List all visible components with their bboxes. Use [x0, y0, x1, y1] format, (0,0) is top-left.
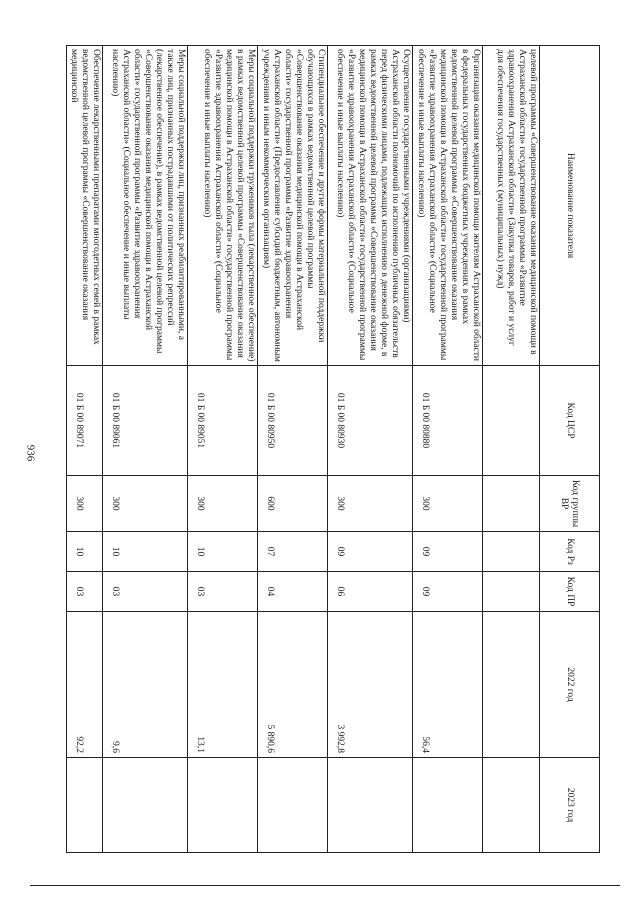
row-vr: 300 [413, 476, 483, 532]
row-vr [483, 476, 540, 532]
row-csr [483, 366, 540, 476]
row-rz: 10 [188, 532, 258, 572]
row-value-2022: 3 992,8 [328, 612, 413, 758]
header-rz: Код Рз [540, 532, 600, 572]
header-vr: Код группы ВР [540, 476, 600, 532]
table-row [67, 46, 103, 853]
row-pr: 04 [258, 572, 328, 612]
table-row [483, 46, 540, 853]
row-rz: 09 [413, 532, 483, 572]
row-name: Организация оказания медицинской помощи жителям Астраханской области в федеральных государственных бюджетных учреждениях в рамках ведомственной целевой программы «Совершенствование оказания медицинской помощи в Астраханской области» государственной программы «Развитие здравоохранения Астраханской области» (Социальное обеспечение и иные выплаты населению) [413, 46, 483, 366]
table-row [413, 46, 483, 853]
table-row [188, 46, 258, 853]
row-rz: 10 [103, 532, 188, 572]
row-value-2022: 5 890,6 [258, 612, 328, 758]
row-value-2023 [67, 758, 103, 853]
row-value-2023 [103, 758, 188, 853]
row-value-2022: 9,6 [103, 612, 188, 758]
row-vr: 300 [328, 476, 413, 532]
row-name: целевой программы «Совершенствование оказания медицинской помощи в Астраханской области» государственной программы «Развитие здравоохранения Астраханской области» (Закупка товаров, работ и услуг для обеспечения государственных (муниципальных) нужд) [483, 46, 540, 366]
header-pr: Код ПР [540, 572, 600, 612]
table-row [328, 46, 413, 853]
page-number-text: 936 [24, 444, 36, 461]
row-rz: 09 [328, 532, 413, 572]
row-pr: 03 [67, 572, 103, 612]
row-name: Меры социальной поддержки тружеников тыла (лекарственное обеспечение) в рамках ведомственной целевой программы «Совершенствование оказания медицинской помощи в Астраханской области» государственной программы «Развитие здравоохранения Астраханской области» (Социальное обеспечение и иные выплаты населению) [188, 46, 258, 366]
row-csr: 01 Б 00 89051 [188, 366, 258, 476]
row-value-2023 [483, 758, 540, 853]
header-year-2023: 2023 год [540, 758, 600, 853]
row-csr: 01 Б 00 80880 [413, 366, 483, 476]
row-name: Обеспечение лекарственными препаратами многодетных семей в рамках ведомственной целевой программы «Совершенствование оказания медицинской [67, 46, 103, 366]
row-value-2022 [483, 612, 540, 758]
row-value-2023 [188, 758, 258, 853]
row-value-2023 [328, 758, 413, 853]
table-row [103, 46, 188, 853]
row-value-2022: 13,1 [188, 612, 258, 758]
row-pr: 06 [328, 572, 413, 612]
row-rz: 10 [67, 532, 103, 572]
rotated-page-content [69, 45, 600, 852]
row-value-2022: 92,2 [67, 612, 103, 758]
row-csr: 01 Б 00 80950 [258, 366, 328, 476]
row-pr: 09 [413, 572, 483, 612]
budget-table [66, 45, 600, 853]
row-value-2023 [258, 758, 328, 853]
row-vr: 600 [258, 476, 328, 532]
row-vr: 300 [67, 476, 103, 532]
row-rz [483, 532, 540, 572]
row-vr: 300 [188, 476, 258, 532]
table-row [258, 46, 328, 853]
row-name: Меры социальной поддержки лиц, признанных реабилитированными, а также лиц, признанных пострадавшими от политических репрессий (лекарственное обеспечение), в рамках ведомственной целевой программы «Совершенствование оказания медицинской помощи в Астраханской области» государственной программы «Развитие здравоохранения Астраханской области» (Социальное обеспечение и иные выплаты населению) [103, 46, 188, 366]
row-name: Стипендиальное обеспечение и другие формы материальной поддержки обучающихся в рамках ведомственной целевой программы «Совершенствование оказания медицинской помощи в Астраханской области» государственной программы «Развитие здравоохранения Астраханской области» (Предоставление субсидий бюджетным, автономным учреждениям и иным некоммерческим организациям) [258, 46, 328, 366]
header-csr: Код ЦСР [540, 366, 600, 476]
row-value-2022: 56,4 [413, 612, 483, 758]
row-pr: 03 [103, 572, 188, 612]
row-csr: 01 Б 00 89071 [67, 366, 103, 476]
row-value-2023 [413, 758, 483, 853]
header-year-2022: 2022 год [540, 612, 600, 758]
row-csr: 01 Б 00 80930 [328, 366, 413, 476]
row-pr: 03 [188, 572, 258, 612]
page-number [24, 0, 36, 905]
header-name: Наименование показателя [540, 46, 600, 366]
row-name: Осуществление государственными учреждениями (организациями) Астраханской области полномочий по исполнению публичных обязательств перед физическими лицами, подлежащих исполнению в денежной форме, в рамках ведомственной целевой программы «Совершенствование оказания медицинской помощи в Астраханской области» государственной программы «Развитие здравоохранения Астраханской области» (Социальное обеспечение и иные выплаты населению) [328, 46, 413, 366]
row-rz: 07 [258, 532, 328, 572]
row-csr: 01 Б 00 89061 [103, 366, 188, 476]
table-header-row [540, 46, 600, 853]
row-vr: 300 [103, 476, 188, 532]
row-pr [483, 572, 540, 612]
bottom-rule [30, 885, 620, 886]
